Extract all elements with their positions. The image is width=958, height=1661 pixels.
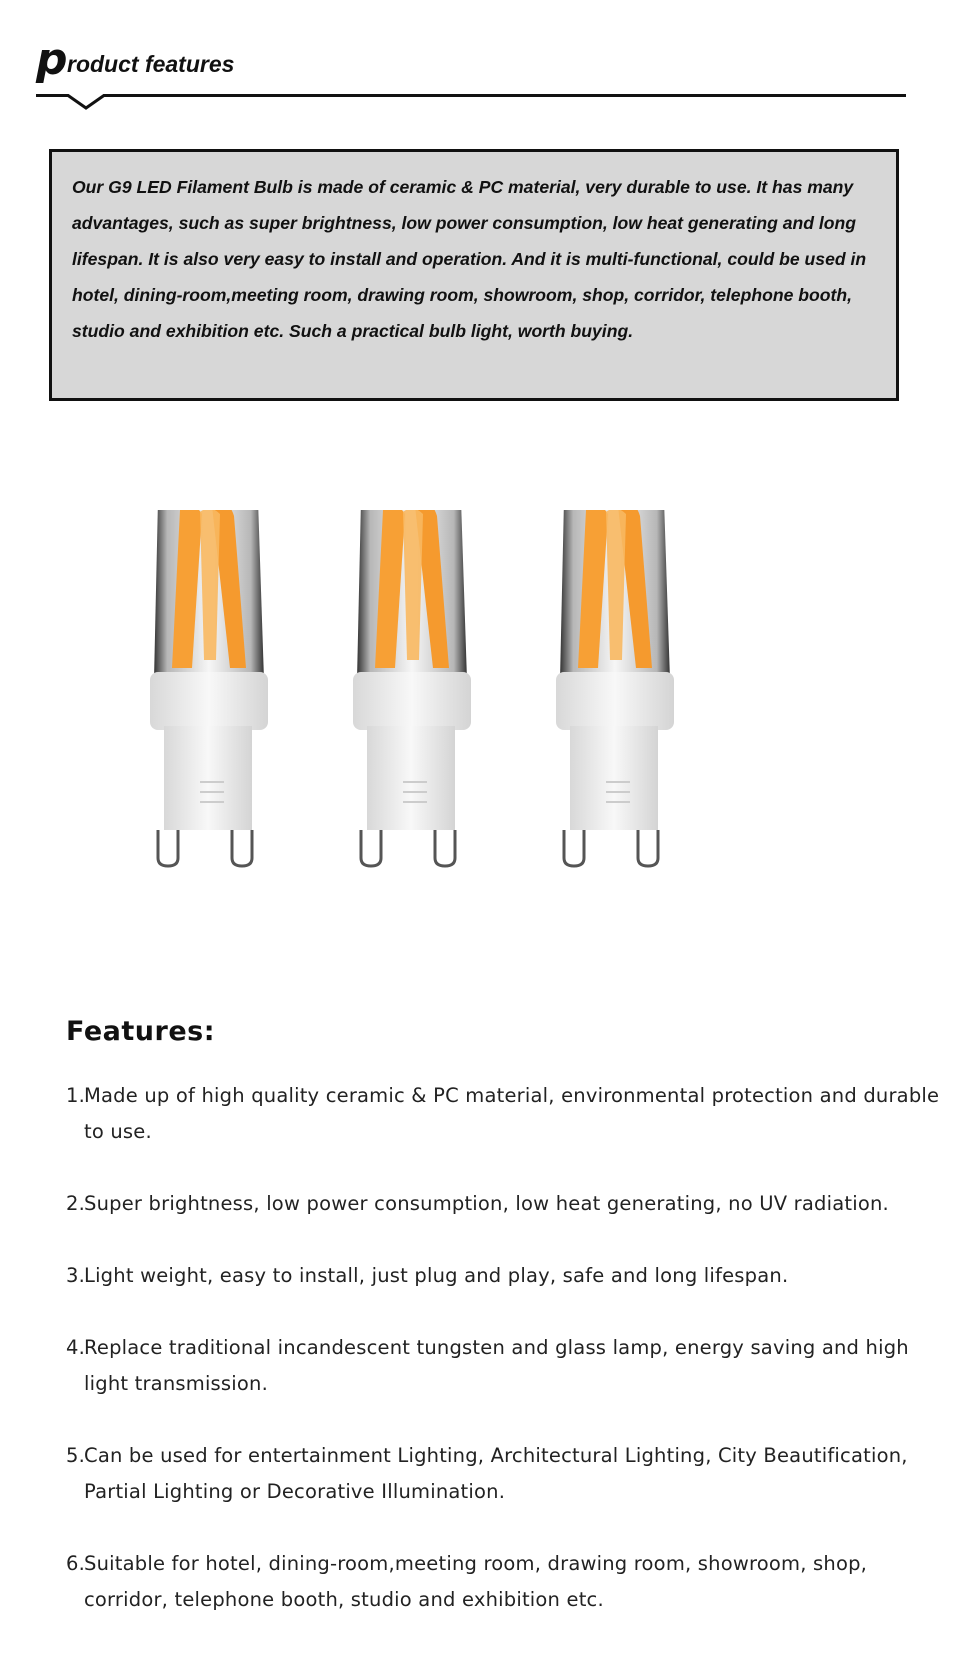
header-notch-icon: [66, 94, 106, 110]
feature-number: 5.: [66, 1444, 86, 1467]
header-title-initial: p: [36, 34, 68, 85]
feature-text: Can be used for entertainment Lighting, Architectural Lighting, City Beautification, Partial Lighting or Decorative Illumination.: [84, 1444, 908, 1503]
feature-text: Replace traditional incandescent tungsten and glass lamp, energy saving and high light transmission.: [84, 1336, 909, 1395]
header-title: roduct features: [67, 51, 235, 77]
g9-bulb-image: [353, 510, 483, 920]
feature-item: [66, 1330, 946, 1402]
feature-number: 3.: [66, 1264, 86, 1287]
section-header: [36, 36, 906, 116]
g9-bulb-image: [556, 510, 686, 920]
features-section: [66, 1012, 946, 1654]
description-box: [49, 149, 899, 401]
feature-text: Light weight, easy to install, just plug and play, safe and long lifespan.: [84, 1264, 789, 1287]
feature-text: Super brightness, low power consumption, low heat generating, no UV radiation.: [84, 1192, 889, 1215]
product-image: [150, 510, 730, 920]
feature-number: 2.: [66, 1192, 86, 1215]
g9-bulb-image: [150, 510, 280, 920]
feature-text: Made up of high quality ceramic & PC material, environmental protection and durable to use.: [84, 1084, 940, 1143]
feature-item: [66, 1078, 946, 1150]
feature-item: [66, 1546, 946, 1618]
feature-number: 4.: [66, 1336, 86, 1359]
feature-item: [66, 1258, 946, 1294]
feature-text: Suitable for hotel, dining-room,meeting room, drawing room, showroom, shop, corridor, telephone booth, studio and exhibition etc.: [84, 1552, 868, 1611]
feature-item: [66, 1186, 946, 1222]
features-title: Features:: [66, 1016, 216, 1047]
feature-item: [66, 1438, 946, 1510]
header-divider: [36, 94, 906, 97]
feature-number: 6.: [66, 1552, 86, 1575]
feature-number: 1.: [66, 1084, 86, 1107]
description-text: Our G9 LED Filament Bulb is made of ceramic & PC material, very durable to use. It has many advantages, such as super brightness, low power consumption, low heat generating and long lifespan. It is also very easy to install and operation. And it is multi-functional, could be used in hotel, dining-room,meeting room, drawing room, showroom, shop, corridor, telephone booth, studio and exhibition etc. Such a practical bulb light, worth buying.: [72, 177, 867, 341]
